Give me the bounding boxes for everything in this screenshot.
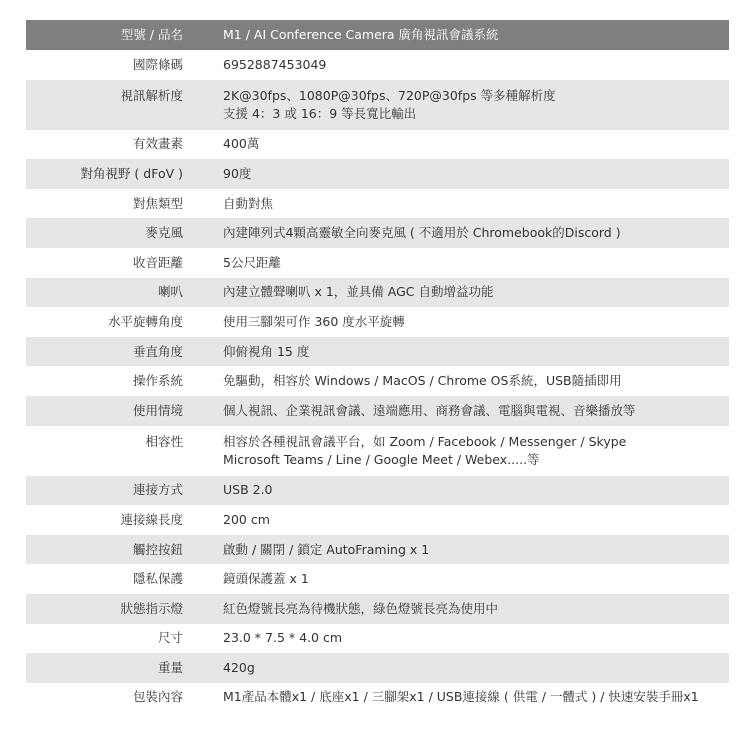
spec-row bbox=[26, 337, 729, 367]
spec-value bbox=[223, 372, 729, 390]
spec-row bbox=[26, 189, 729, 219]
spec-value-line: 內建立體聲喇叭 x 1，並具備 AGC 自動增益功能 bbox=[223, 284, 494, 300]
spec-value-line: M1產品本體x1 / 底座x1 / 三腳架x1 / USB連接線 ( 供電 / 一體式 ) / 快速安裝手冊x1 bbox=[223, 689, 699, 705]
spec-row bbox=[26, 505, 729, 535]
spec-label: 隱私保護 bbox=[132, 571, 183, 587]
spec-label: 連接方式 bbox=[132, 482, 183, 498]
spec-value-line: 90度 bbox=[223, 165, 252, 181]
spec-value-line: 6952887453049 bbox=[223, 56, 327, 72]
spec-value bbox=[223, 541, 729, 559]
spec-value-line: 鏡頭保護蓋 x 1 bbox=[223, 571, 309, 587]
spec-value bbox=[223, 283, 729, 301]
spec-row bbox=[26, 396, 729, 426]
spec-row bbox=[26, 426, 729, 476]
spec-label: 相容性 bbox=[145, 433, 183, 449]
spec-table bbox=[26, 20, 729, 712]
spec-label: 使用情境 bbox=[132, 402, 183, 418]
spec-value bbox=[223, 224, 729, 242]
spec-value-line: 相容於各種視訊會議平台，如 Zoom / Facebook / Messenger / Skype bbox=[223, 433, 627, 449]
spec-row bbox=[26, 307, 729, 337]
spec-row bbox=[26, 130, 729, 160]
spec-label: 麥克風 bbox=[145, 225, 183, 241]
spec-row bbox=[26, 594, 729, 624]
spec-row bbox=[26, 278, 729, 308]
spec-value-line: 支援 4：3 或 16：9 等長寬比輸出 bbox=[223, 105, 417, 121]
spec-label: 對角視野 ( dFoV ) bbox=[80, 165, 183, 181]
spec-label: 國際條碼 bbox=[132, 56, 183, 72]
spec-value-line: 200 cm bbox=[223, 511, 270, 527]
spec-row bbox=[26, 624, 729, 654]
spec-label: 重量 bbox=[157, 659, 183, 675]
spec-label: 收音距離 bbox=[132, 254, 183, 270]
spec-header-label: 型號 / 品名 bbox=[120, 27, 183, 42]
spec-row bbox=[26, 653, 729, 683]
spec-value-line: Microsoft Teams / Line / Google Meet / Webex.....等 bbox=[223, 451, 540, 467]
spec-label: 垂直角度 bbox=[132, 343, 183, 359]
spec-label: 狀態指示燈 bbox=[120, 600, 183, 616]
spec-row bbox=[26, 218, 729, 248]
spec-value-line: 5公尺距離 bbox=[223, 254, 281, 270]
spec-label: 包裝內容 bbox=[132, 689, 183, 705]
spec-value bbox=[223, 87, 729, 123]
spec-value bbox=[223, 56, 729, 74]
spec-value-line: 使用三腳架可作 360 度水平旋轉 bbox=[223, 313, 405, 329]
spec-value bbox=[223, 629, 729, 647]
spec-label: 視訊解析度 bbox=[120, 87, 183, 103]
spec-row bbox=[26, 535, 729, 565]
spec-value bbox=[223, 688, 729, 706]
spec-label: 水平旋轉角度 bbox=[107, 313, 183, 329]
spec-label: 操作系統 bbox=[132, 373, 183, 389]
spec-value-line: 個人視訊、企業視訊會議、遠端應用、商務會議、電腦與電視、音樂播放等 bbox=[223, 402, 636, 418]
spec-value-line: 2K@30fps、1080P@30fps、720P@30fps 等多種解析度 bbox=[223, 87, 556, 103]
spec-value-line: 啟動 / 關閉 / 鎖定 AutoFraming x 1 bbox=[223, 541, 430, 557]
spec-value bbox=[223, 433, 729, 469]
spec-value bbox=[223, 343, 729, 361]
spec-label: 有效畫素 bbox=[132, 136, 183, 152]
spec-value-line: USB 2.0 bbox=[223, 482, 273, 498]
spec-row bbox=[26, 50, 729, 80]
spec-value bbox=[223, 511, 729, 529]
spec-label: 尺寸 bbox=[157, 630, 183, 646]
spec-value bbox=[223, 570, 729, 588]
spec-value bbox=[223, 313, 729, 331]
spec-header-row bbox=[26, 20, 729, 50]
spec-row bbox=[26, 476, 729, 506]
spec-row bbox=[26, 80, 729, 130]
spec-value bbox=[223, 195, 729, 213]
spec-value bbox=[223, 135, 729, 153]
spec-value bbox=[223, 254, 729, 272]
spec-row bbox=[26, 366, 729, 396]
spec-row bbox=[26, 564, 729, 594]
spec-row bbox=[26, 248, 729, 278]
spec-value-line: 免驅動，相容於 Windows / MacOS / Chrome OS系統，USB隨插即用 bbox=[223, 373, 622, 389]
spec-value bbox=[223, 659, 729, 677]
spec-label: 喇叭 bbox=[157, 284, 183, 300]
spec-label: 連接線長度 bbox=[120, 511, 183, 527]
spec-label: 對焦類型 bbox=[132, 195, 183, 211]
spec-value-line: 400萬 bbox=[223, 136, 260, 152]
spec-value-line: 仰俯視角 15 度 bbox=[223, 343, 310, 359]
spec-value-line: 23.0 * 7.5 * 4.0 cm bbox=[223, 630, 343, 646]
spec-rows bbox=[26, 50, 729, 712]
spec-row bbox=[26, 159, 729, 189]
spec-value-line: 420g bbox=[223, 659, 255, 675]
spec-value-line: 內建陣列式4顆高靈敏全向麥克風 ( 不適用於 Chromebook的Discord ) bbox=[223, 225, 621, 241]
spec-value bbox=[223, 165, 729, 183]
spec-label: 觸控按鈕 bbox=[132, 541, 183, 557]
spec-header-value: M1 / AI Conference Camera 廣角視訊會議系統 bbox=[223, 27, 499, 42]
spec-value bbox=[223, 402, 729, 420]
spec-value bbox=[223, 481, 729, 499]
spec-value bbox=[223, 600, 729, 618]
spec-value-line: 紅色燈號長亮為待機狀態，綠色燈號長亮為使用中 bbox=[223, 600, 499, 616]
spec-value-line: 自動對焦 bbox=[223, 195, 274, 211]
spec-row bbox=[26, 683, 729, 713]
